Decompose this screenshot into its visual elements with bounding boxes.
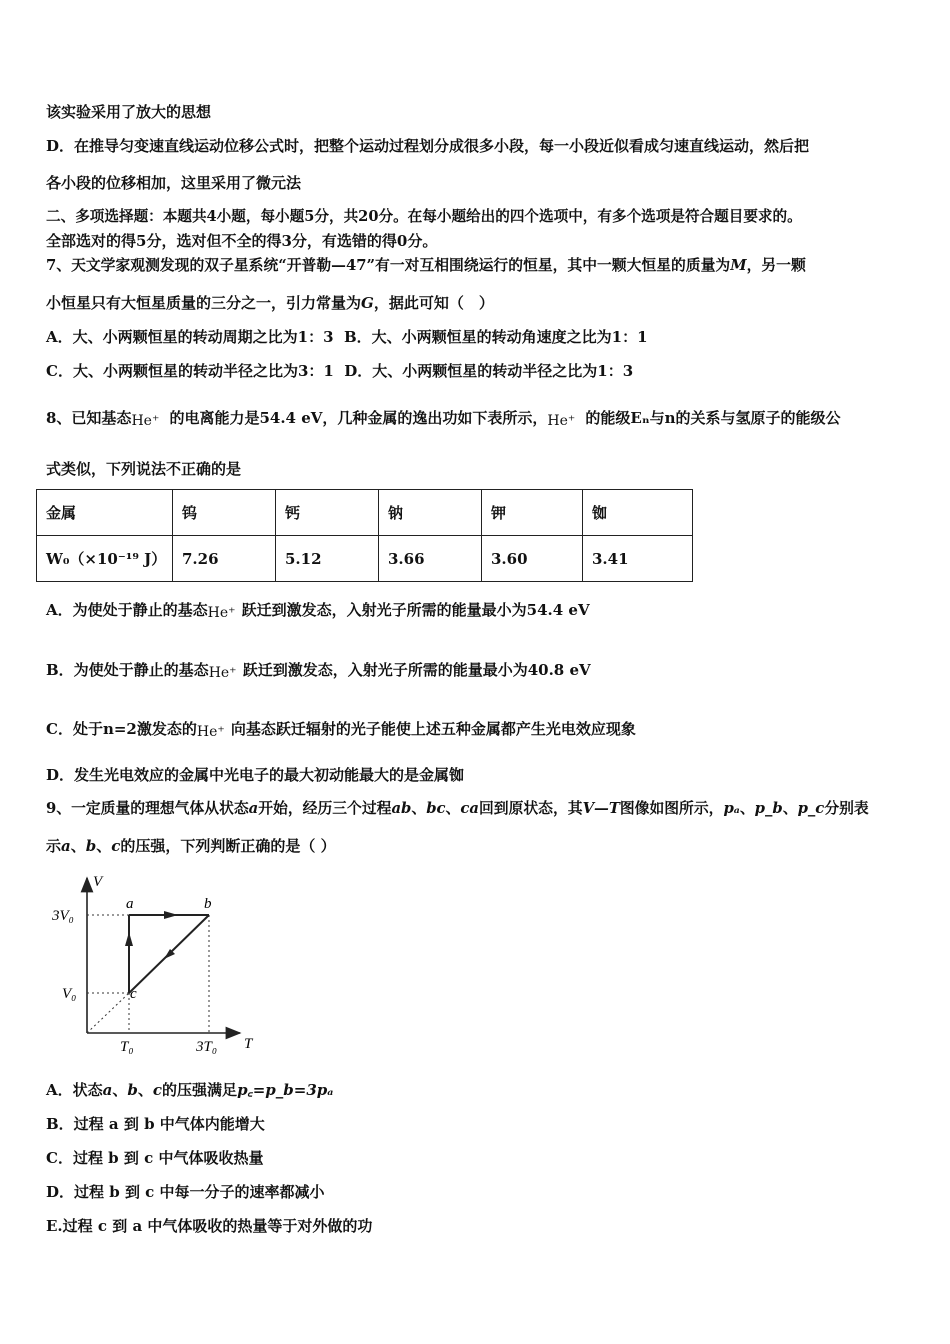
- q7-stem-part: ，另一颗: [746, 257, 806, 274]
- q8-option-text: 跃迁到激发态，入射光子所需的能量最小为40.8 eV: [242, 661, 591, 679]
- question-9-stem-cont: [46, 836, 336, 856]
- q9-stem-part: 图像如图所示，: [619, 800, 724, 817]
- q9-option-a: [46, 1080, 333, 1100]
- tick-t0: T₀: [120, 1039, 134, 1055]
- table-cell: 钙: [276, 490, 379, 536]
- option-d-previous: D．在推导匀变速直线运动位移公式时，把整个运动过程划分成很多小段，每一小段近似看成匀速直线运动，然后把: [46, 137, 810, 155]
- tick-v0: V₀: [62, 986, 77, 1002]
- q9-option-d: D．过程 b 到 c 中每一分子的速率都减小: [46, 1183, 325, 1201]
- q9-option-c: C．过程 b 到 c 中气体吸收热量: [46, 1149, 264, 1167]
- q9-var: pₐ: [723, 800, 740, 817]
- q9-var: a: [248, 800, 259, 817]
- q9-stem-part: 示: [46, 837, 62, 855]
- table-cell: 3.66: [379, 536, 482, 582]
- q9-sep: 、: [739, 800, 755, 817]
- q9-stem-part: 分别表: [824, 800, 869, 817]
- q9-var: bc: [426, 800, 446, 817]
- table-cell: 7.26: [173, 536, 276, 582]
- q8-option-text: A．为使处于静止的基态: [46, 601, 208, 619]
- table-row-label: W₀（×10⁻¹⁹ J）: [37, 536, 173, 582]
- q7-stem-part: ，据此可知（ ）: [373, 294, 494, 312]
- q9-var: c: [152, 1081, 163, 1099]
- t-axis-label: T: [244, 1036, 253, 1052]
- point-c-label: c: [130, 986, 137, 1002]
- point-b-label: b: [204, 896, 212, 912]
- question-7-stem: [46, 256, 806, 276]
- table-row: [37, 536, 693, 582]
- q7-option-c: C．大、小两颗恒星的转动半径之比为3：1: [46, 362, 334, 380]
- work-function-table: [36, 489, 693, 582]
- q8-option-text: B．为使处于静止的基态: [46, 661, 209, 679]
- tick-3v0: 3V₀: [52, 908, 74, 924]
- table-cell: 铷: [583, 490, 693, 536]
- q7-option-a: A．大、小两颗恒星的转动周期之比为1：3: [46, 328, 334, 346]
- q8-option-c: C．处于n=2激发态的 He⁺ 向基态跃迁辐射的光子能使上述五种金属都产生光电效应现象: [46, 720, 636, 740]
- q9-sep: 、: [445, 800, 461, 817]
- q9-option-text: 的压强满足: [162, 1081, 238, 1099]
- q8-option-a: A．为使处于静止的基态 He⁺ 跃迁到激发态，入射光子所需的能量最小为54.4 eV: [46, 601, 590, 621]
- table-cell: 钠: [379, 490, 482, 536]
- q7-option-b: B．大、小两颗恒星的转动角速度之比为1：1: [343, 328, 648, 346]
- question-8-stem-cont: 式类似，下列说法不正确的是: [46, 460, 242, 478]
- vt-graph: [40, 870, 270, 1065]
- q9-stem-part: 回到原状态，其: [478, 800, 583, 817]
- q8-option-b: B．为使处于静止的基态 He⁺ 跃迁到激发态，入射光子所需的能量最小为40.8 eV: [46, 661, 591, 681]
- q8-stem-part: 的能级Eₙ与n的关系与氢原子的能级公: [585, 409, 841, 427]
- section-heading: 二、多项选择题：本题共4小题，每小题5分，共20分。在每小题给出的四个选项中，有多个选项是符合题目要求的。: [46, 208, 802, 225]
- q9-var: V—T: [582, 800, 620, 817]
- q7-g-symbol: G: [361, 294, 374, 312]
- q9-sep: 、: [782, 800, 798, 817]
- table-cell: 3.41: [583, 536, 693, 582]
- section-instructions: 全部选对的得5分，选对但不全的得3分，有选错的得0分。: [46, 232, 438, 250]
- q8-option-text: 向基态跃迁辐射的光子能使上述五种金属都产生光电效应现象: [230, 720, 636, 738]
- q9-sep: 、: [96, 837, 112, 855]
- q9-sep: 、: [112, 1081, 128, 1099]
- table-cell: 金属: [37, 490, 173, 536]
- q8-option-text: 跃迁到激发态，入射光子所需的能量最小为54.4 eV: [241, 601, 590, 619]
- q9-stem-part: 的压强，下列判断正确的是（ ）: [120, 837, 336, 855]
- question-8-stem: 8、已知基态 He⁺ 的电离能力是54.4 eV，几种金属的逸出功如下表所示， He⁺ 的能级Eₙ与n的关系与氢原子的能级公: [46, 409, 841, 429]
- q7-stem-part: 小恒星只有大恒星质量的三分之一，引力常量为: [46, 294, 362, 312]
- q9-var: c: [111, 837, 121, 855]
- table-cell: 钾: [482, 490, 583, 536]
- q9-sep: 、: [137, 1081, 153, 1099]
- guide-line: [87, 993, 129, 1033]
- q9-var: b: [127, 1081, 138, 1099]
- tick-3t0: 3T₀: [196, 1039, 218, 1055]
- q9-var: a: [102, 1081, 113, 1099]
- q9-var: a: [61, 837, 71, 855]
- q9-var: b: [85, 837, 97, 855]
- arrow-ca: [125, 932, 133, 946]
- q9-sep: 、: [411, 800, 427, 817]
- q7-options-row-1: [46, 327, 648, 347]
- q7-option-d: D．大、小两颗恒星的转动半径之比为1：3: [344, 362, 634, 380]
- q8-option-text: C．处于n=2激发态的: [46, 720, 197, 738]
- q9-var: ab: [391, 800, 412, 817]
- v-axis-label: V: [93, 874, 103, 890]
- table-cell: 5.12: [276, 536, 379, 582]
- q9-stem-part: 9、一定质量的理想气体从状态: [46, 800, 249, 817]
- question-9-stem: [46, 799, 869, 819]
- q9-option-b: B．过程 a 到 b 中气体内能增大: [46, 1115, 265, 1133]
- q9-formula: p꜀=p_b=3pₐ: [237, 1081, 334, 1099]
- q9-var: ca: [460, 800, 479, 817]
- table-header-row: [37, 490, 693, 536]
- q9-stem-part: 开始，经历三个过程: [258, 800, 392, 817]
- table-cell: 钨: [173, 490, 276, 536]
- text-line: 各小段的位移相加，这里采用了微元法: [46, 174, 302, 192]
- question-7-stem-cont: [46, 293, 494, 313]
- q8-option-d: D．发生光电效应的金属中光电子的最大初动能最大的是金属铷: [46, 766, 465, 784]
- point-a-label: a: [126, 896, 134, 912]
- arrow-ab: [164, 911, 178, 919]
- text-line: 该实验采用了放大的思想: [46, 103, 212, 121]
- q7-options-row-2: [46, 361, 633, 381]
- q9-option-text: A．状态: [46, 1081, 103, 1099]
- q7-stem-part: 7、天文学家观测发现的双子星系统“开普勒—47”有一对互相围绕运行的恒星，其中一颗大恒星的质量为: [46, 257, 731, 274]
- table-cell: 3.60: [482, 536, 583, 582]
- q9-option-e: E.过程 c 到 a 中气体吸收的热量等于对外做的功: [46, 1217, 373, 1235]
- q9-sep: 、: [70, 837, 86, 855]
- q8-stem-part: 的电离能力是54.4 eV，几种金属的逸出功如下表所示，: [169, 409, 548, 427]
- q8-stem-part: 8、已知基态: [46, 409, 132, 427]
- q9-var: p_c: [797, 800, 825, 817]
- q9-var: p_b: [754, 800, 783, 817]
- q7-mass-symbol: M: [730, 257, 747, 274]
